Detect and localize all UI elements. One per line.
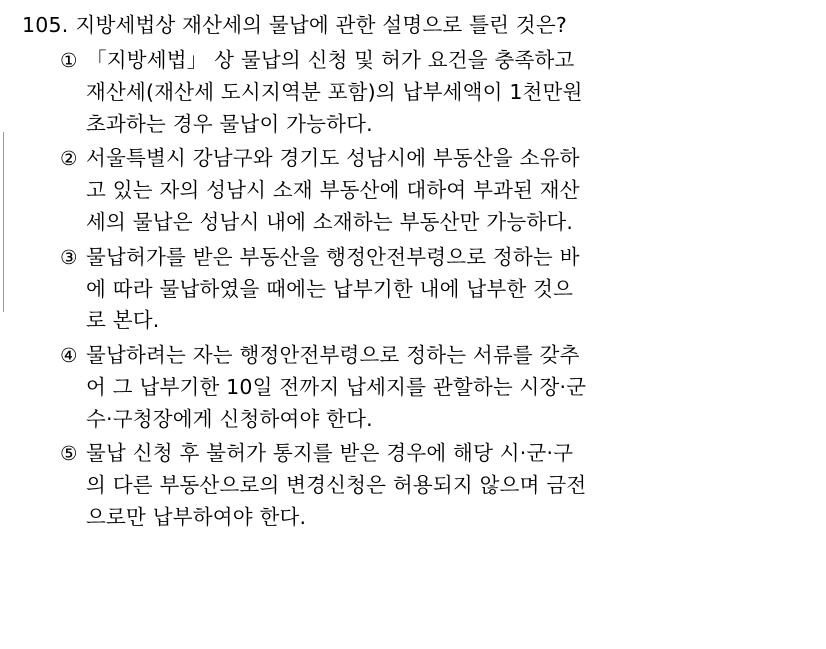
choice-item-4[interactable]	[60, 340, 808, 435]
choice-item-2[interactable]	[60, 143, 808, 238]
choice-line: 로 본다.	[86, 308, 160, 333]
choice-text-3	[86, 242, 808, 337]
choice-marker-1: ①	[60, 49, 78, 73]
choice-marker-4: ④	[60, 344, 78, 368]
choice-text-5	[86, 438, 808, 533]
choice-item-1[interactable]	[60, 45, 808, 140]
question-stem	[22, 10, 808, 41]
choice-line: 어 그 납부기한 10일 전까지 납세지를 관할하는 시장·군	[86, 374, 587, 399]
choice-line: 에 따라 물납하였을 때에는 납부기한 내에 납부한 것으	[86, 276, 574, 301]
choice-line: 물납 신청 후 불허가 통지를 받은 경우에 해당 시·군·구	[86, 441, 574, 466]
choice-list	[22, 45, 808, 533]
choice-line: 초과하는 경우 물납이 가능하다.	[86, 111, 373, 136]
choice-text-4	[86, 340, 808, 435]
choice-text-1	[86, 45, 808, 140]
choice-marker-5: ⑤	[60, 442, 78, 466]
question-number: 105.	[22, 13, 69, 37]
choice-line: 재산세(재산세 도시지역분 포함)의 납부세액이 1천만원	[86, 79, 583, 104]
choice-line: 고 있는 자의 성남시 소재 부동산에 대하여 부과된 재산	[86, 178, 580, 203]
question-text: 지방세법상 재산세의 물납에 관한 설명으로 틀린 것은?	[75, 13, 567, 37]
choice-line: 「지방세법」 상 물납의 신청 및 허가 요건을 충족하고	[86, 48, 575, 73]
choice-text-2	[86, 143, 808, 238]
choice-marker-3: ③	[60, 245, 78, 269]
choice-line: 세의 물납은 성남시 내에 소재하는 부동산만 가능하다.	[86, 209, 574, 234]
choice-line: 의 다른 부동산으로의 변경신청은 허용되지 않으며 금전	[86, 473, 587, 498]
choice-line: 수·구청장에게 신청하여야 한다.	[86, 406, 373, 431]
choice-line: 서울특별시 강남구와 경기도 성남시에 부동산을 소유하	[86, 146, 580, 171]
left-margin-rule	[3, 132, 4, 312]
choice-line: 으로만 납부하여야 한다.	[86, 504, 307, 529]
choice-item-3[interactable]	[60, 242, 808, 337]
choice-line: 물납허가를 받은 부동산을 행정안전부령으로 정하는 바	[86, 244, 580, 269]
choice-line: 물납하려는 자는 행정안전부령으로 정하는 서류를 갖추	[86, 343, 580, 368]
choice-item-5[interactable]	[60, 438, 808, 533]
choice-marker-2: ②	[60, 147, 78, 171]
